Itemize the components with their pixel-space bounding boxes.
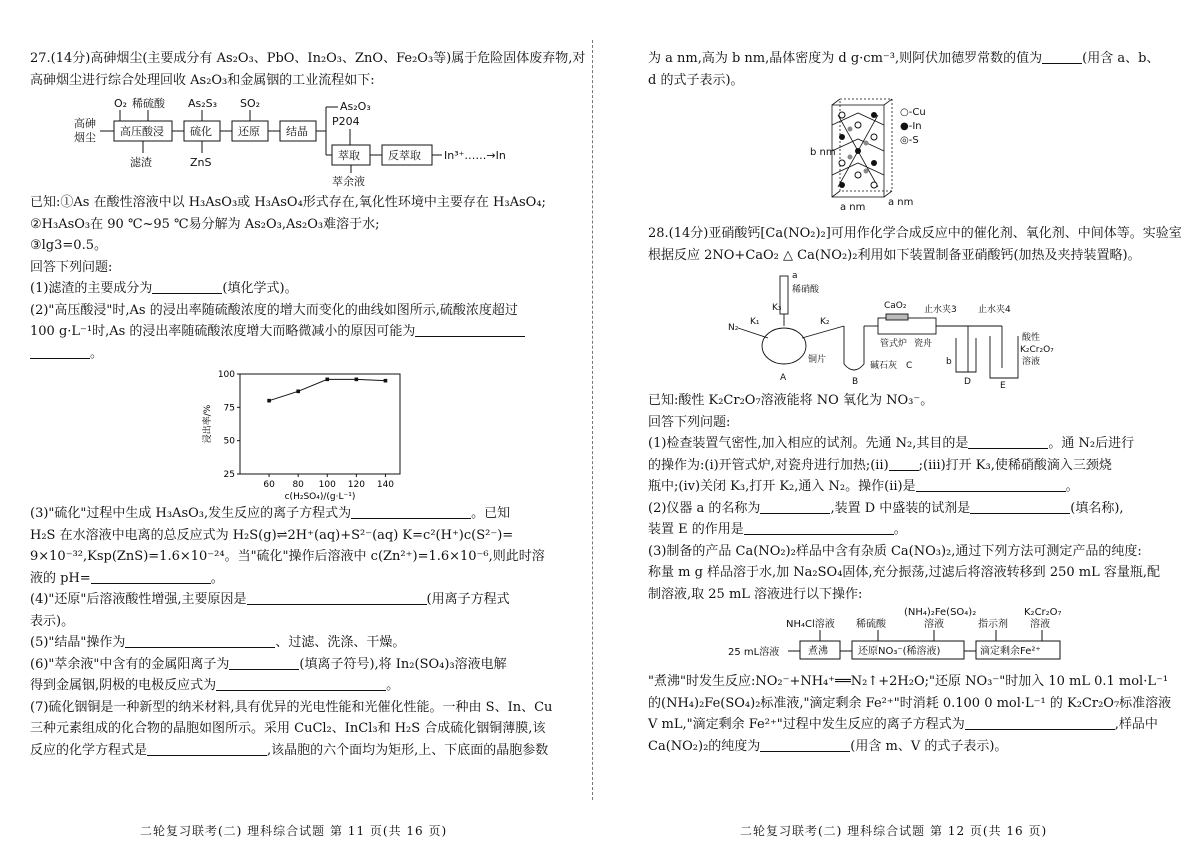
answer-blank[interactable] [30, 344, 90, 359]
x-axis-label: c(H₂SO₄)/(g·L⁻¹) [284, 492, 356, 502]
label-boat: 瓷舟 [914, 339, 933, 349]
flow-step-reduce: 还原 [238, 125, 260, 138]
page-divider [592, 40, 593, 800]
flow2-indicator: 指示剂 [978, 619, 1008, 630]
flow-product-as2o3: As₂O₃ [340, 100, 371, 113]
flow-product-zns: ZnS [190, 156, 212, 169]
legend-s: ◎-S [900, 135, 919, 146]
label-D: D [964, 377, 971, 387]
q28-3f: V mL,"滴定剩余 Fe²⁺"过程中发生反应的离子方程式为 ,样品中 [648, 717, 1158, 732]
q27-1: (1)滤渣的主要成分为 (填化学式)。 [30, 281, 298, 296]
answer-blank[interactable] [970, 499, 1070, 514]
q27-line1: 27.(14分)高砷烟尘(主要成分有 As₂O₃、PbO、In₂O₃、ZnO、Fe₂O₃等)属于危险固体废弃物,对 [30, 51, 586, 66]
flow-step-back-extract: 反萃取 [388, 149, 421, 162]
q27-line2: 高砷烟尘进行综合处理回收 As₂O₃和金属铟的工业流程如下: [30, 72, 375, 88]
label-copper: 铜片 [808, 355, 827, 365]
flow-reagent-p204: P204 [332, 115, 360, 128]
y-tick-label: 25 [223, 470, 235, 480]
data-point [296, 390, 300, 394]
apparatus-diagram [728, 268, 1054, 391]
label-k3: K₃ [772, 303, 782, 313]
q28-2d: 装置 E 的作用是 。 [648, 522, 907, 537]
flow2-h2so4: 稀硫酸 [856, 619, 886, 630]
answer-blank[interactable] [247, 590, 427, 605]
q27-5: (5)"结晶"操作为 、过滤、洗涤、干燥。 [30, 635, 406, 650]
q27-known1: 已知:①As 在酸性溶液中以 H₃AsO₃或 H₃AsO₄形式存在,氧化性环境中主要存在 H₃AsO₄; [30, 195, 546, 210]
x-tick-label: 140 [376, 480, 395, 490]
answer-blank[interactable] [760, 737, 850, 752]
label-acidic: 酸性 [1022, 333, 1041, 343]
legend-in: ●-In [900, 121, 922, 132]
answer-blank[interactable] [968, 434, 1048, 449]
flow2-titrate: 滴定剩余Fe²⁺ [980, 646, 1041, 657]
flow2-k2cr-sol: 溶液 [1030, 619, 1050, 630]
q28-3a: (3)制备的产品 Ca(NO₂)₂样品中含有杂质 Ca(NO₃)₂,通过下列方法可测定产品的纯度: [648, 543, 1142, 559]
flow2-boil: 煮沸 [808, 646, 828, 657]
label-solution: 溶液 [1022, 357, 1041, 367]
q27-3e: 液的 pH= 。 [30, 570, 224, 586]
y-axis-label: 浸出率/% [203, 404, 213, 444]
footer-right: 二轮复习联考(二) 理科综合试题 第 12 页(共 16 页) [740, 824, 1048, 838]
dim-depth: a nm [888, 197, 914, 208]
x-tick-label: 120 [347, 480, 365, 490]
q27-7c: 反应的化学方程式是 ,该晶胞的六个面均为矩形,上、下底面的晶胞参数 [30, 742, 549, 758]
q28-3e: 的(NH₄)₂Fe(SO₄)₂标准液,"滴定剩余 Fe²⁺"时消耗 0.100 0 mol·L⁻¹ 的 K₂Cr₂O₇标准溶液 [648, 695, 1172, 711]
q28-2a: (2)仪器 a 的名称为 ,装置 D 中盛装的试剂是 (填名称), [648, 500, 1124, 516]
answer-blank[interactable] [744, 520, 894, 535]
label-B: B [852, 377, 859, 387]
series-line [269, 379, 385, 400]
dim-width: a nm [840, 202, 866, 213]
left-page [30, 48, 586, 761]
x-tick-label: 80 [292, 480, 304, 490]
crystal-cell-diagram [808, 95, 1008, 217]
flow2-fe-sol: 溶液 [924, 619, 944, 630]
answer-blank[interactable] [889, 456, 919, 471]
y-tick-label: 75 [223, 403, 235, 414]
plot-frame [240, 374, 400, 474]
flow-reagent-as2s3: As₂S₃ [188, 97, 218, 110]
label-clip4: 止水夹4 [978, 305, 1011, 315]
label-soda-lime: 碱石灰 [870, 361, 898, 371]
flow2-nh4cl: NH₄Cl溶液 [786, 619, 835, 630]
q28-3h: Ca(NO₂)₂的纯度为 (用含 m、V 的式子表示)。 [648, 738, 1008, 754]
titration-flowchart [728, 607, 1148, 669]
flow-reagent-o2: O₂ [114, 97, 128, 110]
answer-blank[interactable] [1042, 49, 1082, 64]
q28-known: 已知:酸性 K₂Cr₂O₇溶液能将 NO 氧化为 NO₃⁻。 [648, 393, 934, 408]
flow-start-1: 高砷 [74, 117, 96, 130]
answer-blank[interactable] [965, 715, 1115, 730]
q28-line1: 28.(14分)亚硝酸钙[Ca(NO₂)₂]可用作化学合成反应中的催化剂、氧化剂、中间体等。实验室 [648, 226, 1182, 241]
y-tick-label: 100 [217, 370, 235, 380]
flow2-input: 25 mL溶液 [728, 647, 780, 658]
answer-blank[interactable] [916, 477, 1066, 492]
answer-blank[interactable] [229, 655, 299, 670]
process-flowchart [70, 93, 550, 188]
data-point [267, 399, 271, 403]
q27-2b: 100 g·L⁻¹时,As 的浸出率随硫酸浓度增大而略微减小的原因可能为 [30, 321, 562, 343]
legend-cu: ○-Cu [900, 107, 926, 118]
q27-6c: 得到金属铟,阴极的电极反应式为 。 [30, 678, 400, 693]
q27-6a: (6)"萃余液"中含有的金属阳离子为 (填离子符号),将 In₂(SO₄)₃溶液电解 [30, 656, 507, 672]
flow2-k2cr2o7: K₂Cr₂O₇ [1024, 607, 1062, 618]
q27-3c: H₂S 在水溶液中电离的总反应式为 H₂S(g)⇌2H⁺(aq)+S²⁻(aq) K=c²(H⁺)c(S²⁻)= [30, 527, 514, 543]
leach-rate-chart [190, 366, 420, 501]
answer-blank[interactable] [91, 569, 211, 584]
label-clip3: 止水夹3 [924, 305, 957, 315]
label-tube-furnace: 管式炉 [880, 339, 908, 349]
answer-blank[interactable] [351, 504, 471, 519]
q27-7b: 三种元素组成的化合物的晶胞如图所示。采用 CuCl₂、InCl₃和 H₂S 合成硫化铟铜薄膜,该 [30, 721, 546, 736]
q27-7f: d 的式子表示)。 [648, 72, 744, 88]
q28-3b: 称量 m g 样品溶于水,加 Na₂SO₄固体,充分振荡,过滤后将溶液转移到 250 mL 容量瓶,配 [648, 565, 1160, 580]
data-point [355, 378, 359, 382]
q27-4c: 表示)。 [30, 613, 75, 629]
flow-product-in: In³⁺……→In [444, 149, 506, 162]
q27-7a: (7)硫化铟铜是一种新型的纳米材料,具有优异的光电性能和光催化性能。一种由 S、In、Cu [30, 699, 553, 715]
right-page [648, 48, 1180, 757]
answer-blank[interactable] [125, 633, 275, 648]
answer-blank[interactable] [147, 741, 267, 756]
flow-step-crystallize: 结晶 [286, 125, 308, 138]
q28-3c: 制溶液,取 25 mL 溶液进行以下操作: [648, 586, 863, 602]
q28-3d: "煮沸"时发生反应:NO₂⁻+NH₄⁺══N₂↑+2H₂O;"还原 NO₃⁻"时加入 10 mL 0.1 mol·L⁻¹ [648, 674, 1169, 689]
q28-1e: 瓶中;(ⅳ)关闭 K₃,打开 K₂,通入 N₂。操作(ⅱ)是 。 [648, 479, 1079, 494]
label-k2cr2o7: K₂Cr₂O₇ [1020, 345, 1054, 355]
data-point [384, 379, 388, 383]
q28-1c: 的操作为:(ⅰ)开管式炉,对瓷舟进行加热;(ⅱ) ;(ⅲ)打开 K₃,使稀硝酸滴入三颈烧 [648, 457, 1112, 473]
answer-blank[interactable] [760, 499, 830, 514]
q28-1a: (1)检查装置气密性,加入相应的试剂。先通 N₂,其目的是 。通 N₂后进行 [648, 436, 1135, 451]
q28-ask: 回答下列问题: [648, 414, 731, 430]
q28-line2: 根据反应 2NO+CaO₂ △ Ca(NO₂)₂利用如下装置制备亚硝酸钙(加热及夹持装置略)。 [648, 247, 1141, 263]
q27-3a: (3)"硫化"过程中生成 H₃AsO₃,发生反应的离子方程式为 。已知 [30, 506, 511, 521]
label-a: a [792, 271, 798, 281]
flow-step-extract: 萃取 [338, 149, 360, 162]
answer-blank[interactable] [415, 322, 525, 337]
q27-known2: ②H₃AsO₃在 90 ℃~95 ℃易分解为 As₂O₃,As₂O₃难溶于水; [30, 216, 380, 232]
data-point [325, 378, 329, 382]
q27-2c: 。 [30, 343, 562, 365]
answer-blank[interactable] [152, 279, 222, 294]
x-tick-label: 100 [318, 480, 336, 490]
footer-left: 二轮复习联考(二) 理科综合试题 第 11 页(共 16 页) [140, 824, 448, 838]
dim-height: b nm [810, 147, 836, 158]
q27-ask: 回答下列问题: [30, 259, 113, 275]
flow-product-residue: 滤渣 [130, 156, 152, 169]
label-b: b [946, 357, 952, 367]
label-n2: N₂ [728, 323, 739, 333]
flow-reagent-so2: SO₂ [240, 97, 261, 110]
label-cao2: CaO₂ [884, 301, 907, 311]
flow-product-raffinate: 萃余液 [332, 175, 365, 188]
label-dilute-nitric-acid: 稀硝酸 [792, 285, 820, 295]
q27-7e: 为 a nm,高为 b nm,晶体密度为 d g·cm⁻³,则阿伏加德罗常数的值为 (用含 a、b、 [648, 51, 1160, 66]
q27-2a: (2)"高压酸浸"时,As 的浸出率随硫酸浓度的增大而变化的曲线如图所示,硫酸浓度超过 [30, 302, 518, 318]
flow-reagent-h2so4: 稀硫酸 [132, 97, 165, 110]
q27-4a: (4)"还原"后溶液酸性增强,主要原因是 (用离子方程式 [30, 592, 510, 607]
label-C: C [906, 361, 913, 371]
y-tick-label: 50 [223, 436, 235, 447]
label-A: A [780, 373, 787, 383]
label-k2: K₂ [820, 317, 830, 327]
q27-known3: ③lg3=0.5。 [30, 238, 107, 253]
x-tick-label: 60 [263, 480, 275, 490]
flow2-reduce: 还原NO₃⁻(稀溶液) [858, 646, 941, 657]
q27-3d: 9×10⁻³²,Ksp(ZnS)=1.6×10⁻²⁴。当"硫化"操作后溶液中 c(Zn²⁺)=1.6×10⁻⁶,则此时溶 [30, 549, 545, 564]
answer-blank[interactable] [216, 676, 386, 691]
label-k1: K₁ [750, 317, 760, 327]
flow-step-sulfide: 硫化 [190, 125, 212, 138]
label-E: E [1000, 381, 1006, 391]
flow-start-2: 烟尘 [74, 131, 96, 144]
flow-step-acid-leach: 高压酸浸 [120, 125, 164, 138]
flow2-fe-salt: (NH₄)₂Fe(SO₄)₂ [904, 607, 977, 618]
